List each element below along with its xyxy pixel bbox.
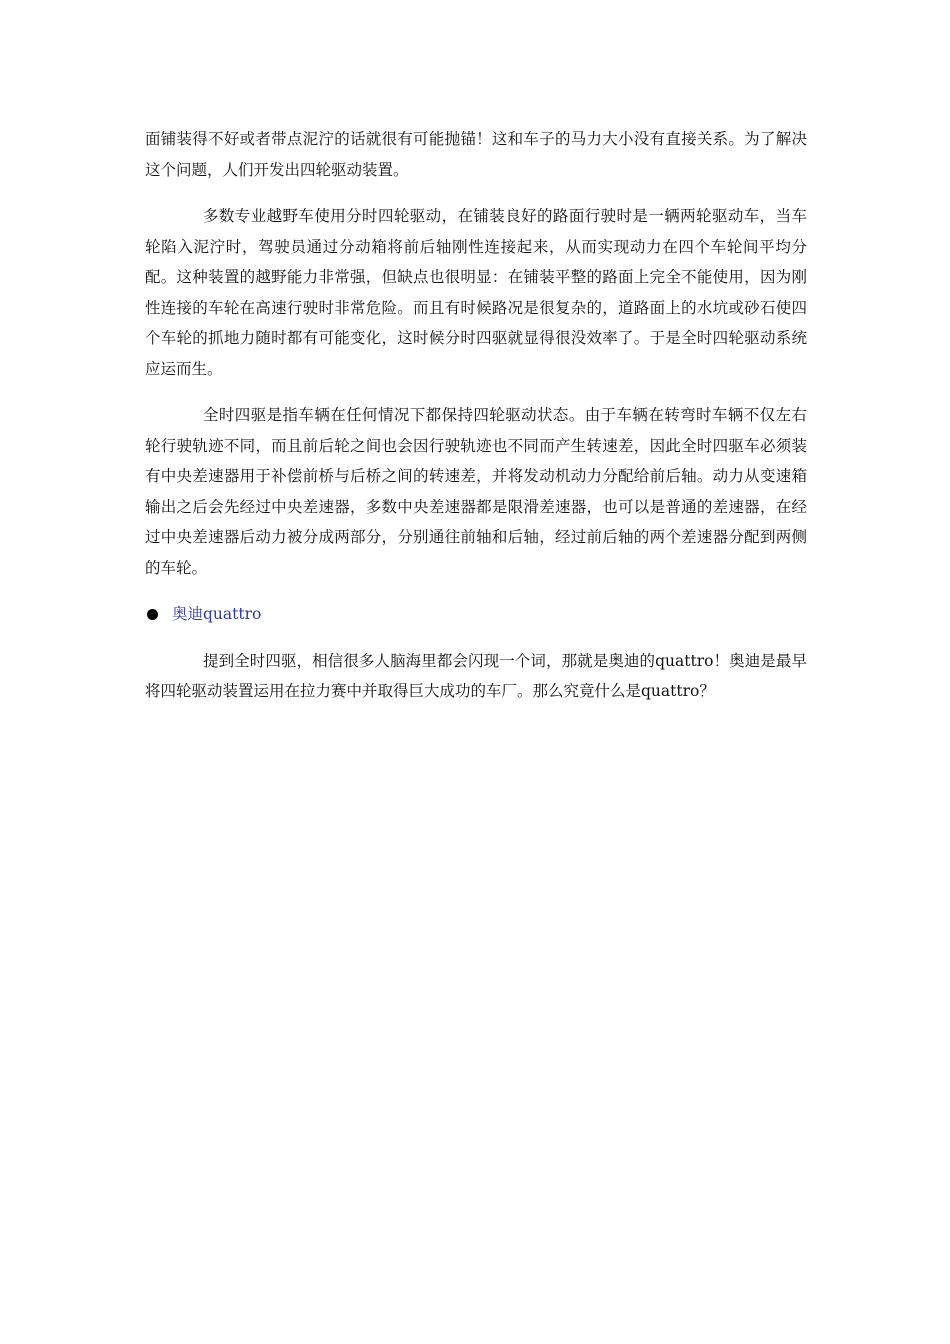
paragraph-continuation: 面铺装得不好或者带点泥泞的话就很有可能抛锚！这和车子的马力大小没有直接关系。为了解决这个问题，人们开发出四轮驱动装置。: [145, 130, 807, 179]
paragraph-full-time-4wd: 全时四驱是指车辆在任何情况下都保持四轮驱动状态。由于车辆在转弯时车辆不仅左右轮行驶轨迹不同，而且前后轮之间也会因行驶轨迹也不同而产生转速差，因此全时四驱车必须装有中央差速器用于补偿前桥与后桥之间的转速差，并将发动机动力分配给前后轴。动力从变速箱输出之后会先经过中央差速器，多数中央差速器都是限滑差速器，也可以是普通的差速器，在经过中央差速器后动力被分成两部分，分别通往前轴和后轴，经过前后轴的两个差速器分配到两侧的车轮。: [145, 406, 807, 577]
paragraph-part-time-4wd: 多数专业越野车使用分时四轮驱动，在铺装良好的路面行驶时是一辆两轮驱动车，当车轮陷入泥泞时，驾驶员通过分动箱将前后轴刚性连接起来，从而实现动力在四个车轮间平均分配。这种装置的越野能力非常强，但缺点也很明显：在铺装平整的路面上完全不能使用，因为刚性连接的车轮在高速行驶时非常危险。而且有时候路况是很复杂的，道路面上的水坑或砂石使四个车轮的抓地力随时都有可能变化，这时候分时四驱就显得很没效率了。于是全时四轮驱动系统应运而生。: [145, 207, 807, 378]
bullet-heading: [145, 599, 807, 630]
paragraph-quattro: 提到全时四驱，相信很多人脑海里都会闪现一个词，那就是奥迪的quattro！奥迪是最早将四轮驱动装置运用在拉力赛中并取得巨大成功的车厂。那么究竟什么是quattro？: [145, 651, 807, 700]
bullet-dot-icon: [147, 609, 158, 620]
bullet-heading-text: 奥迪quattro: [172, 605, 262, 623]
document-page: [145, 124, 807, 723]
